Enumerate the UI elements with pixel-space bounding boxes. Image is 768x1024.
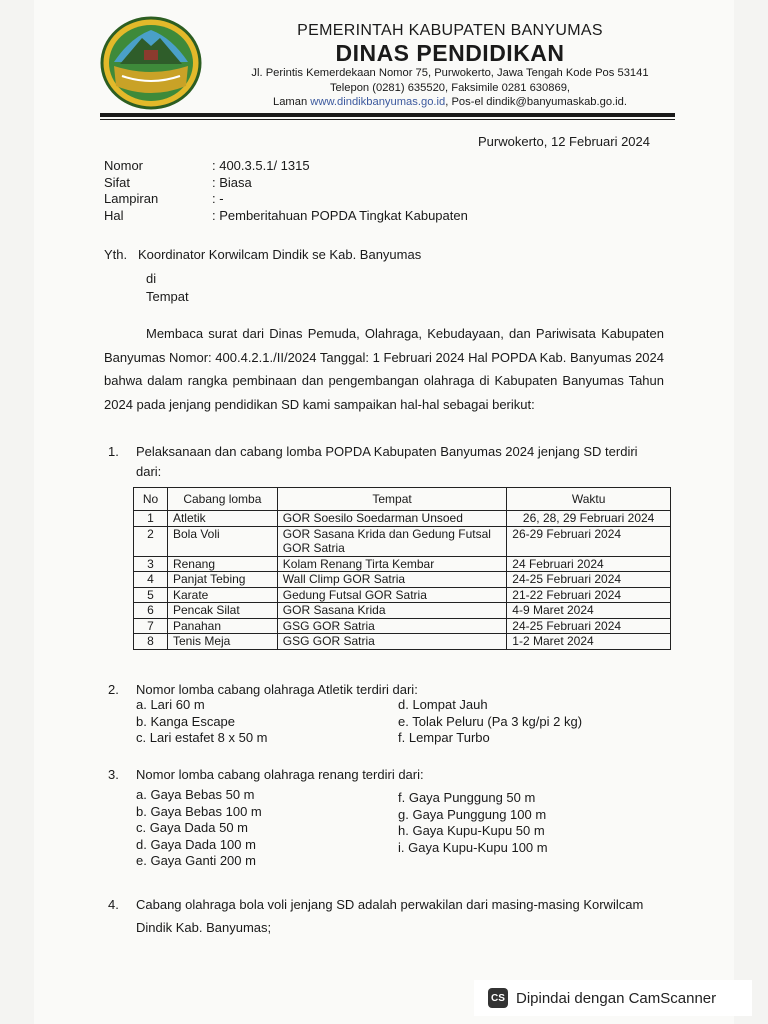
yth-label: Yth. bbox=[104, 247, 128, 262]
banyumas-regency-logo bbox=[100, 16, 202, 110]
watermark-text: Dipindai dengan CamScanner bbox=[516, 989, 717, 1007]
cell-time: 4-9 Maret 2024 bbox=[507, 603, 671, 619]
web-email-line bbox=[215, 95, 685, 110]
cell-no: 1 bbox=[134, 511, 168, 527]
list-entry: e. Tolak Peluru (Pa 3 kg/pi 2 kg) bbox=[398, 713, 583, 729]
list-entry: c. Lari estafet 8 x 50 m bbox=[136, 730, 268, 745]
email-text: , Pos-el dindik@banyumaskab.go.id. bbox=[445, 96, 628, 108]
swimming-list-left bbox=[136, 787, 262, 870]
cell-no: 4 bbox=[134, 572, 168, 588]
cell-venue: GOR Sasana Krida dan Gedung Futsal GOR Satria bbox=[277, 526, 507, 556]
table-row bbox=[134, 603, 671, 619]
list-entry: d. Lompat Jauh bbox=[398, 697, 488, 712]
cell-sport: Renang bbox=[167, 556, 277, 572]
cell-venue: GOR Soesilo Soedarman Unsoed bbox=[277, 511, 507, 527]
meta-label: Nomor bbox=[104, 158, 144, 173]
list-entry: h. Gaya Kupu-Kupu 50 m bbox=[398, 823, 545, 838]
cell-sport: Bola Voli bbox=[167, 526, 277, 556]
table-header-row bbox=[134, 488, 671, 511]
item-number: 2. bbox=[108, 682, 119, 697]
table-row bbox=[134, 618, 671, 634]
cell-venue: Kolam Renang Tirta Kembar bbox=[277, 556, 507, 572]
cell-no: 8 bbox=[134, 634, 168, 650]
cell-no: 5 bbox=[134, 587, 168, 603]
cell-time: 24 Februari 2024 bbox=[507, 556, 671, 572]
list-entry: a. Gaya Bebas 50 m bbox=[136, 787, 255, 802]
meta-value: : 400.3.5.1/ 1315 bbox=[212, 158, 310, 173]
item-text-cont: dari: bbox=[136, 464, 162, 479]
letterhead-rule-thin bbox=[100, 119, 675, 120]
cell-time: 21-22 Februari 2024 bbox=[507, 587, 671, 603]
swimming-list-right bbox=[398, 790, 548, 856]
cell-no: 6 bbox=[134, 603, 168, 619]
website-link[interactable]: www.dindikbanyumas.go.id bbox=[310, 96, 446, 108]
cell-no: 3 bbox=[134, 556, 168, 572]
competition-table bbox=[133, 487, 671, 650]
list-item-1 bbox=[108, 442, 668, 482]
government-name: PEMERINTAH KABUPATEN BANYUMAS bbox=[297, 22, 603, 39]
cell-sport: Panjat Tebing bbox=[167, 572, 277, 588]
letterhead bbox=[215, 22, 685, 110]
cell-venue: GSG GOR Satria bbox=[277, 634, 507, 650]
cell-sport: Karate bbox=[167, 587, 277, 603]
date-line: Purwokerto, 12 Februari 2024 bbox=[478, 134, 650, 149]
intro-paragraph bbox=[104, 322, 664, 416]
table-row bbox=[134, 572, 671, 588]
item-text: Cabang olahraga bola voli jenjang SD adalah perwakilan dari masing-masing Korwilcam bbox=[136, 897, 644, 912]
cell-sport: Pencak Silat bbox=[167, 603, 277, 619]
item-title: Nomor lomba cabang olahraga renang terdiri dari: bbox=[136, 767, 424, 782]
intro-text: Membaca surat dari Dinas Pemuda, Olahraga, Kebudayaan, dan Pariwisata Kabupaten Banyumas Nomor: 400.4.2.1./II/2024 Tanggal: 1 Februari 2024 Hal POPDA Kab. Banyumas 2024 bahwa dalam rangka pembinaan dan pengembangan olahraga di Kabupaten Banyumas Tahun 2024 pada jenjang pendidikan SD kami sampaikan hal-hal sebagai berikut: bbox=[104, 326, 664, 412]
cell-no: 7 bbox=[134, 618, 168, 634]
list-entry: g. Gaya Punggung 100 m bbox=[398, 806, 547, 822]
cell-venue: Wall Climp GOR Satria bbox=[277, 572, 507, 588]
meta-label: Lampiran bbox=[104, 191, 159, 206]
cell-time: 26-29 Februari 2024 bbox=[507, 526, 671, 556]
recipient-name: Koordinator Korwilcam Dindik se Kab. Banyumas bbox=[137, 247, 422, 262]
meta-label: Sifat bbox=[104, 174, 131, 190]
item-number: 4. bbox=[108, 897, 119, 912]
cell-venue: GSG GOR Satria bbox=[277, 618, 507, 634]
cell-no: 2 bbox=[134, 526, 168, 556]
cell-venue: Gedung Futsal GOR Satria bbox=[277, 587, 507, 603]
list-item-4 bbox=[108, 893, 668, 939]
athletics-list-right bbox=[398, 697, 582, 747]
table-row bbox=[134, 634, 671, 650]
list-entry: a. Lari 60 m bbox=[136, 697, 205, 712]
list-entry: d. Gaya Dada 100 m bbox=[136, 836, 256, 852]
phone-fax-line: Telepon (0281) 635520, Faksimile 0281 630869, bbox=[329, 81, 571, 94]
cell-sport: Panahan bbox=[167, 618, 277, 634]
item-title: Nomor lomba cabang olahraga Atletik terdiri dari: bbox=[136, 682, 418, 697]
letterhead-rule-thick bbox=[100, 113, 675, 117]
web-label: Laman bbox=[272, 96, 308, 108]
header-cell: Cabang lomba bbox=[167, 488, 277, 511]
cell-time: 1-2 Maret 2024 bbox=[507, 634, 671, 650]
list-entry: f. Gaya Punggung 50 m bbox=[398, 790, 536, 805]
cell-time: 24-25 Februari 2024 bbox=[507, 618, 671, 634]
cell-sport: Atletik bbox=[167, 511, 277, 527]
list-entry: e. Gaya Ganti 200 m bbox=[136, 853, 256, 868]
list-entry: c. Gaya Dada 50 m bbox=[136, 820, 248, 835]
meta-value: : - bbox=[212, 191, 224, 206]
department-name: DINAS PENDIDIKAN bbox=[335, 40, 565, 66]
athletics-list-left bbox=[136, 697, 268, 747]
item-text-cont: Dindik Kab. Banyumas; bbox=[136, 920, 272, 935]
cell-sport: Tenis Meja bbox=[167, 634, 277, 650]
table-row bbox=[134, 526, 671, 556]
di-label: di bbox=[146, 271, 157, 286]
item-number: 1. bbox=[108, 444, 119, 459]
table-row bbox=[134, 511, 671, 527]
list-entry: b. Gaya Bebas 100 m bbox=[136, 803, 262, 819]
meta-value: : Biasa bbox=[212, 174, 252, 190]
cell-time: 26, 28, 29 Februari 2024 bbox=[507, 511, 671, 527]
cell-venue: GOR Sasana Krida bbox=[277, 603, 507, 619]
camscanner-watermark bbox=[474, 980, 752, 1016]
header-cell: Waktu bbox=[507, 488, 671, 511]
header-cell: No bbox=[134, 488, 168, 511]
camscanner-logo-icon: CS bbox=[488, 988, 508, 1008]
address-line: Jl. Perintis Kemerdekaan Nomor 75, Purwokerto, Jawa Tengah Kode Pos 53141 bbox=[251, 67, 649, 79]
item-text: Pelaksanaan dan cabang lomba POPDA Kabupaten Banyumas 2024 jenjang SD terdiri bbox=[136, 444, 638, 459]
header-cell: Tempat bbox=[277, 488, 507, 511]
list-entry: f. Lempar Turbo bbox=[398, 730, 490, 745]
table-row bbox=[134, 556, 671, 572]
meta-label: Hal bbox=[104, 207, 124, 223]
tempat-label: Tempat bbox=[146, 289, 189, 304]
list-entry: i. Gaya Kupu-Kupu 100 m bbox=[398, 839, 548, 855]
list-entry: b. Kanga Escape bbox=[136, 713, 236, 729]
recipient-block bbox=[104, 246, 421, 306]
letter-meta bbox=[104, 158, 468, 224]
meta-value: : Pemberitahuan POPDA Tingkat Kabupaten bbox=[212, 207, 468, 223]
list-item-3 bbox=[108, 765, 424, 785]
table-row bbox=[134, 587, 671, 603]
item-number: 3. bbox=[108, 767, 119, 782]
cell-time: 24-25 Februari 2024 bbox=[507, 572, 671, 588]
